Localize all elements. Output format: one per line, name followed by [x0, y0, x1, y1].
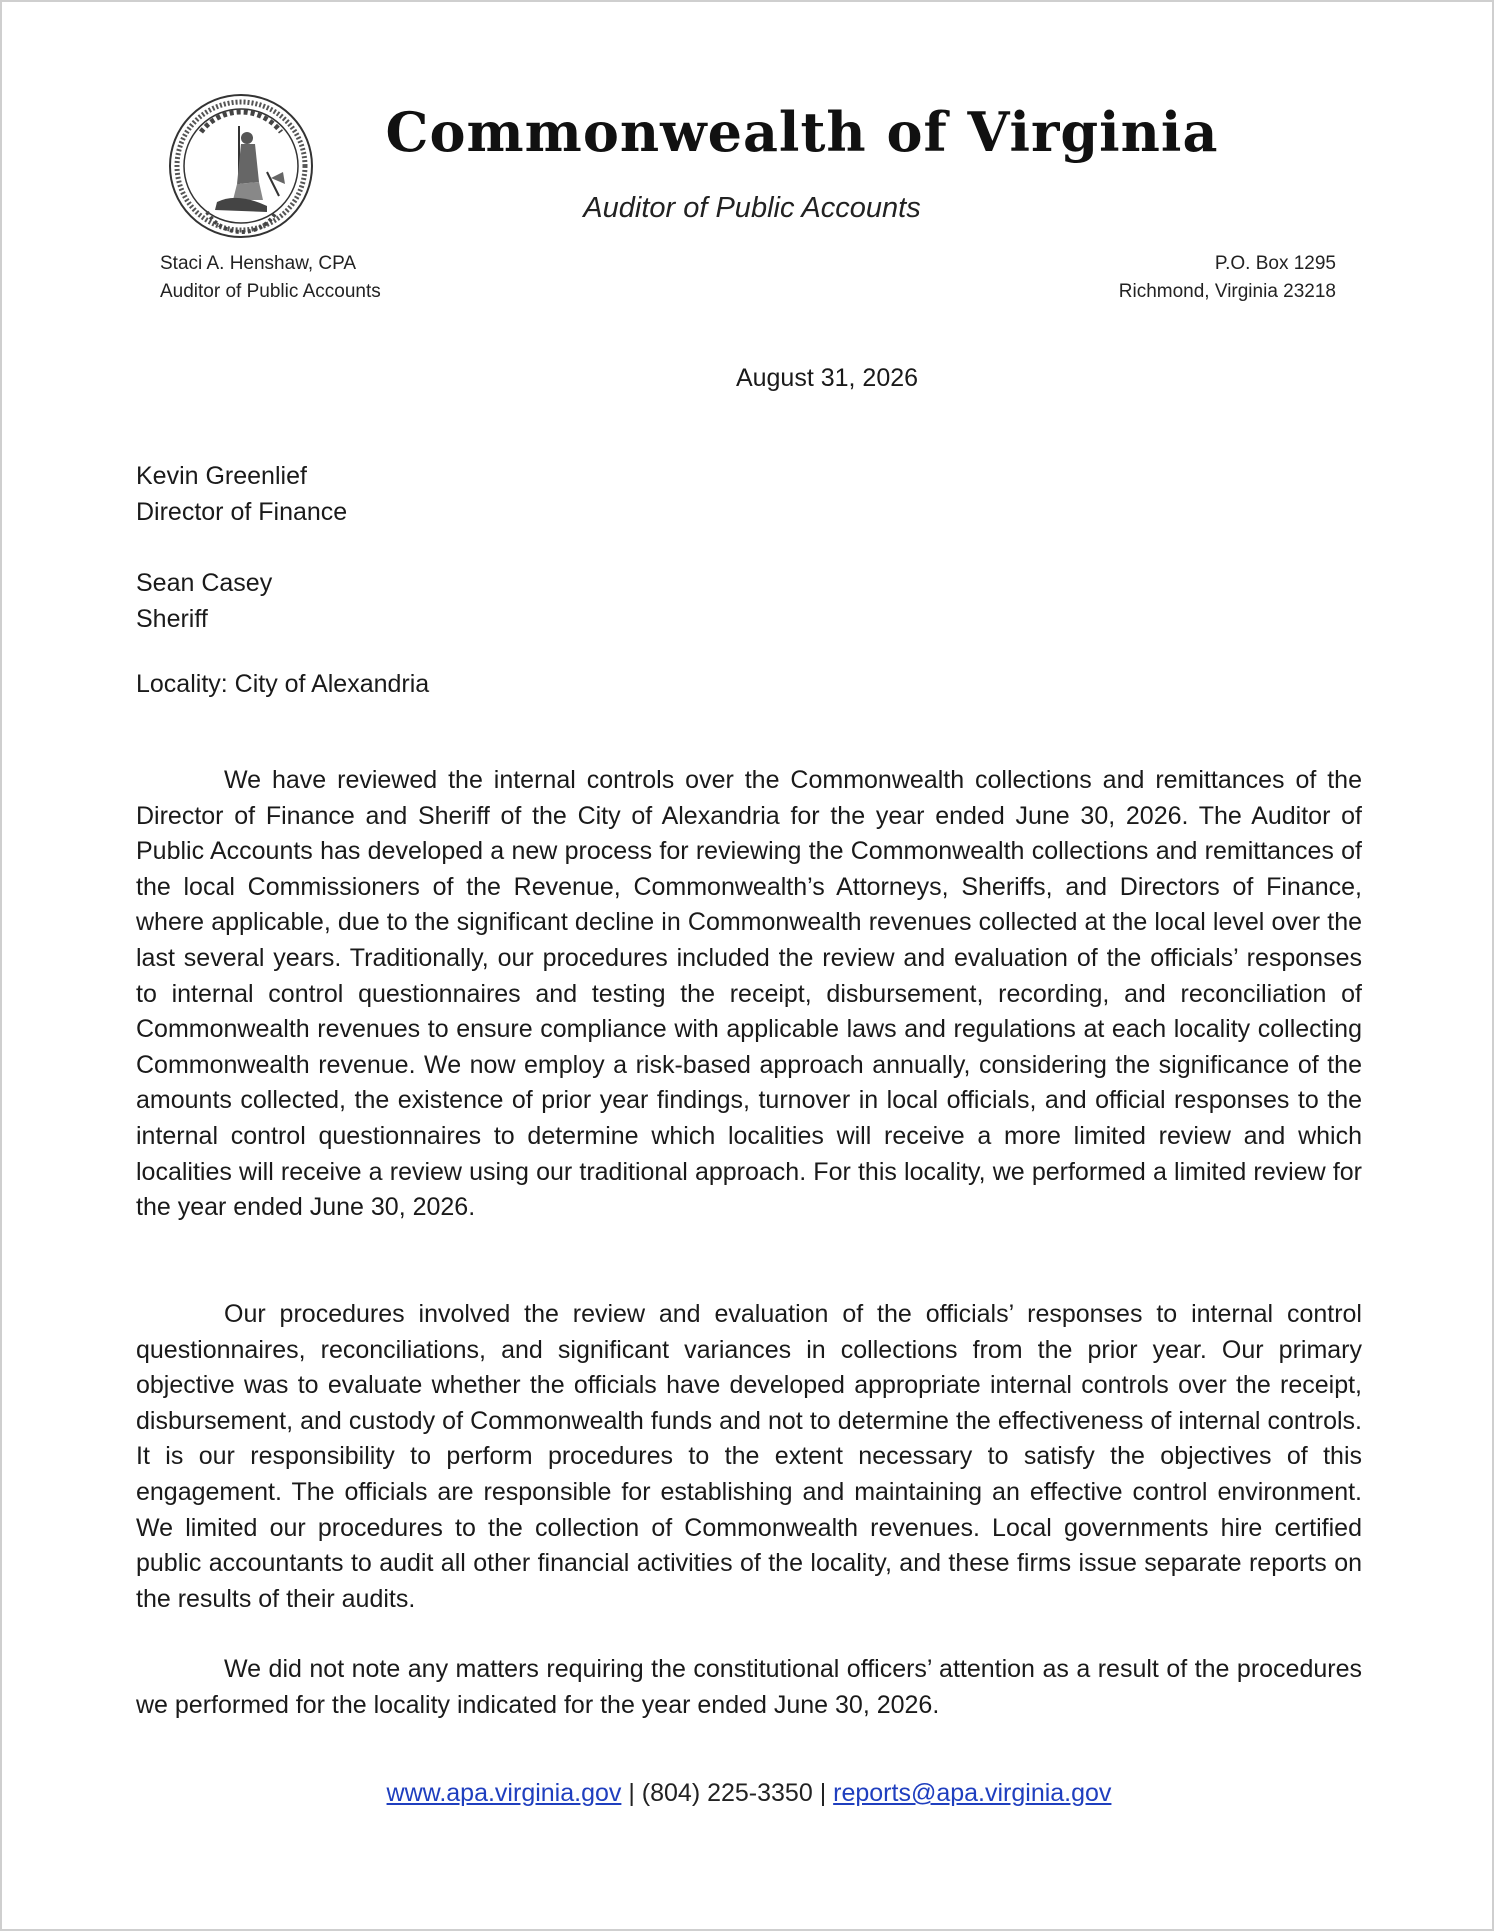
letterhead-title: Commonwealth of Virginia	[385, 100, 1219, 164]
website-link[interactable]: www.apa.virginia.gov	[386, 1779, 622, 1807]
locality-line: Locality: City of Alexandria	[136, 670, 430, 698]
footer-separator: |	[812, 1779, 834, 1807]
po-box: P.O. Box 1295	[1214, 253, 1336, 274]
auditor-block	[160, 250, 381, 306]
body-paragraph-2: Our procedures involved the review and evaluation of the officials’ responses to internal control questionnaires, reconciliations, and significant variances in collections from the prior year. Our primary objective was to evaluate whether the officials have developed appropriate internal controls over the receipt, disbursement, and custody of Commonwealth funds and not to determine the effectiveness of internal controls. It is our responsibility to perform procedures to the extent necessary to satisfy the objectives of this engagement. The officials are responsible for establishing and maintaining an effective control environment. We limited our procedures to the collection of Commonwealth revenues. Local governments hire certified public accountants to audit all other financial activities of the locality, and these firms issue separate reports on the results of their audits.	[136, 1300, 1362, 1613]
mailing-address-block	[1119, 250, 1336, 306]
city-state-zip: Richmond, Virginia 23218	[1118, 281, 1336, 302]
body-paragraph-1: We have reviewed the internal controls over the Commonwealth collections and remittances of the Director of Finance and Sheriff of the City of Alexandria for the year ended June 30, 2026. The Auditor of Public Accounts has developed a new process for reviewing the Commonwealth collections and remittances of the local Commissioners of the Revenue, Commonwealth’s Attorneys, Sheriffs, and Directors of Finance, where applicable, due to the significant decline in Commonwealth revenues collected at the local level over the last several years. Traditionally, our procedures included the review and evaluation of the officials’ responses to internal control questionnaires and testing the receipt, disbursement, recording, and reconciliation of Commonwealth revenues to ensure compliance with applicable laws and regulations at each locality collecting Commonwealth revenue. We now employ a risk-based approach annually, considering the significance of the amounts collected, the existence of prior year findings, turnover in local officials, and official responses to the internal control questionnaires to determine which localities will receive a more limited review and which localities will receive a review using our traditional approach. For this locality, we performed a limited review for the year ended June 30, 2026.	[136, 766, 1362, 1222]
footer-separator: |	[621, 1779, 642, 1807]
footer-contact	[2, 1779, 1494, 1808]
recipient-name: Kevin Greenlief	[136, 462, 307, 490]
recipient-2	[136, 565, 272, 637]
email-link[interactable]: reports@apa.virginia.gov	[833, 1779, 1112, 1807]
recipient-title: Sheriff	[136, 605, 208, 633]
virginia-seal-icon	[167, 92, 315, 240]
body-paragraph-3: We did not note any matters requiring the constitutional officers’ attention as a result of the procedures we performed for the locality indicated for the year ended June 30, 2026.	[136, 1655, 1362, 1719]
letter-date: August 31, 2026	[735, 364, 919, 392]
letterhead-office: Auditor of Public Accounts	[583, 192, 921, 224]
recipient-name: Sean Casey	[136, 569, 273, 597]
auditor-title: Auditor of Public Accounts	[160, 281, 381, 302]
phone-number: (804) 225-3350	[641, 1779, 813, 1807]
auditor-name: Staci A. Henshaw, CPA	[160, 253, 357, 274]
recipient-1	[136, 458, 347, 530]
recipient-title: Director of Finance	[136, 498, 348, 526]
